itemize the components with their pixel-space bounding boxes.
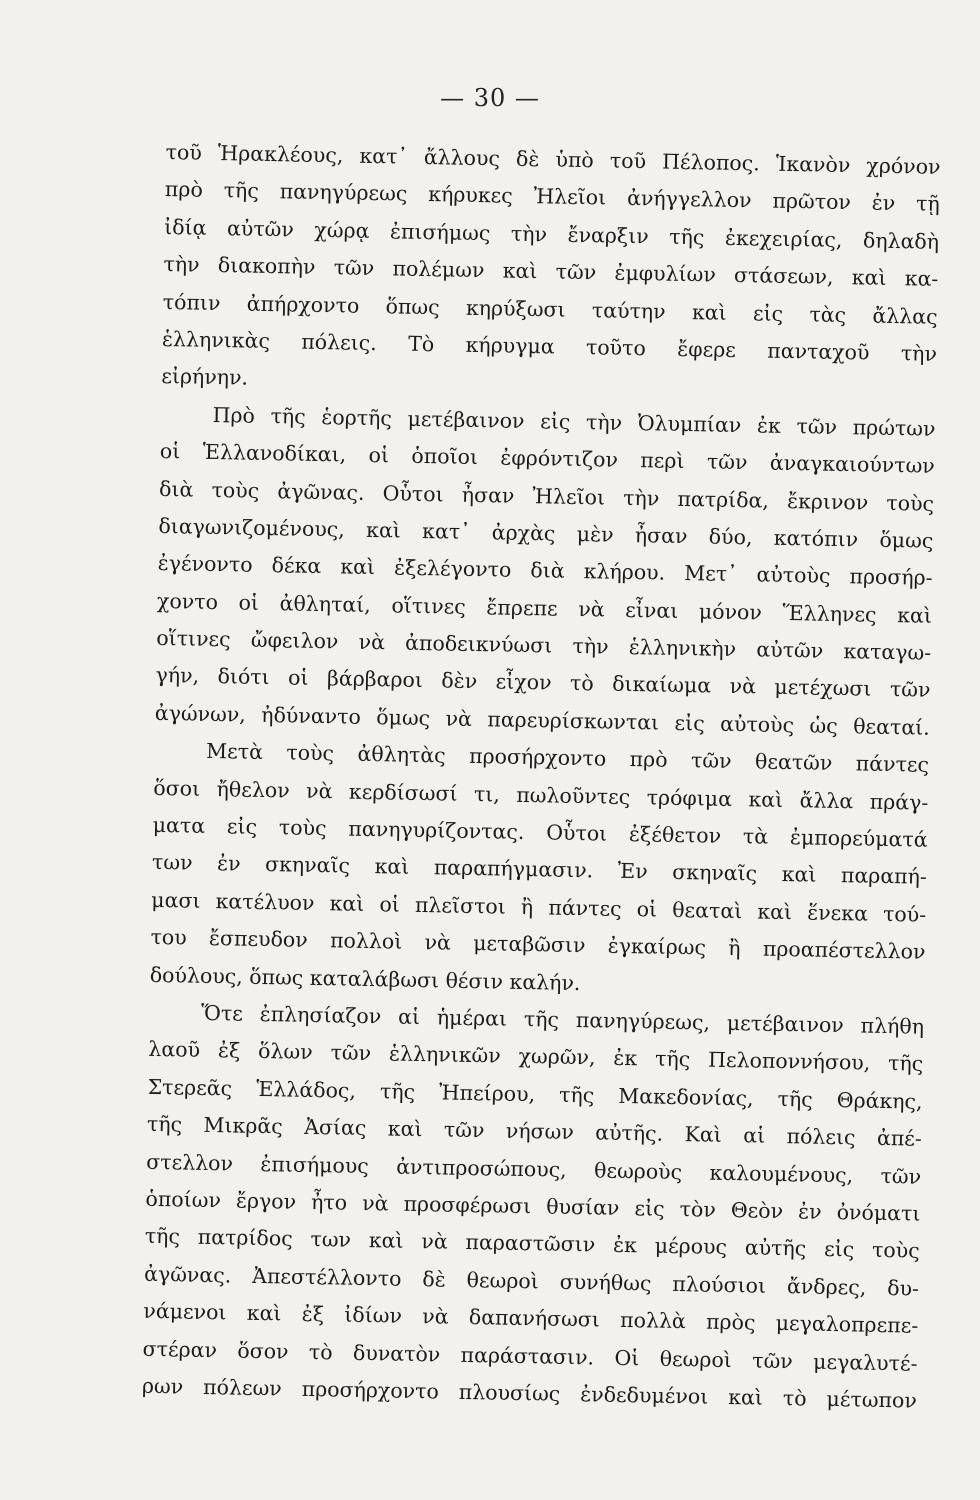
text-line: του ἔσπευδον πολλοὶ νὰ μεταβῶσιν ἐγκαίρως ἢ προαπέστελλον: [150, 925, 926, 964]
text-line: διὰ τοὺς ἀγῶνας. Οὗτοι ἦσαν Ἠλεῖοι τὴν πατρίδα, ἔκρινον τοὺς: [158, 476, 935, 516]
text-line: δούλους, ὅπως καταλάβωσι θέσιν καλήν.: [149, 962, 581, 995]
text-line: τῆς Μικρᾶς Ἀσίας καὶ τῶν νήσων αὐτῆς. Καὶ αἱ πόλεις ἀπέ-: [146, 1111, 923, 1151]
text-line: ὅσοι ἤθελον νὰ κερδίσωσί τι, πωλοῦντες τρόφιμα καὶ ἄλλα πράγ-: [153, 775, 929, 815]
text-line: τοῦ Ἡρακλέους, κατ᾽ ἄλλους δὲ ὑπὸ τοῦ Πέλοπος. Ἱκανὸν χρόνον: [165, 139, 941, 179]
text-line: τόπιν ἀπήρχοντο ὅπως κηρύξωσι ταύτην καὶ εἰς τὰς ἄλλας: [162, 289, 938, 329]
text-line: μασι κατέλυον καὶ οἱ πλεῖστοι ἢ πάντες οἱ θεαταὶ καὶ ἕνεκα τού-: [151, 887, 927, 927]
text-line: στέραν ὅσον τὸ δυνατὸν παράστασιν. Οἱ θεωροὶ τῶν μεγαλυτέ-: [142, 1336, 918, 1376]
text-line: ματα εἰς τοὺς πανηγυρίζοντας. Οὗτοι ἐξέθετον τὰ ἐμπορεύματά: [152, 812, 928, 852]
body-text: [142, 134, 941, 1420]
text-line: πρὸ τῆς πανηγύρεως κήρυκες Ἠλεῖοι ἀνήγγελλον πρῶτον ἐν τῇ: [164, 177, 941, 217]
paragraph-start-line: Ὅτε ἐπλησίαζον αἱ ἡμέραι τῆς πανηγύρεως, μετέβαινον πλήθη: [200, 1000, 925, 1039]
text-line: ἑλληνικὰς πόλεις. Τὸ κήρυγμα τοῦτο ἔφερε πανταχοῦ τὴν: [161, 326, 938, 366]
text-line: τῆς πατρίδος των καὶ νὰ παραστῶσιν ἐκ μέρους αὐτῆς εἰς τοὺς: [144, 1224, 920, 1264]
text-line: στελλον ἐπισήμους ἀντιπροσώπους, θεωροὺς καλουμένους, τῶν: [146, 1149, 922, 1189]
text-line: χοντο οἱ ἀθληταί, οἵτινες ἔπρεπε νὰ εἶναι μόνον Ἕλληνες καὶ: [156, 588, 933, 628]
paragraph-start-line: Μετὰ τοὺς ἀθλητὰς προσήρχοντο πρὸ τῶν θεατῶν πάντες: [205, 739, 930, 778]
text-line: λαοῦ ἐξ ὅλων τῶν ἑλληνικῶν χωρῶν, ἐκ τῆς Πελοποννήσου, τῆς: [148, 1037, 924, 1077]
text-line: τὴν διακοπὴν τῶν πολέμων καὶ τῶν ἐμφυλίων στάσεων, καὶ κα-: [163, 252, 939, 292]
text-line: νάμενοι καὶ ἐξ ἰδίων νὰ δαπανήσωσι πολλὰ πρὸς μεγαλοπρεπε-: [143, 1298, 919, 1338]
page-number: — 30 —: [440, 84, 540, 112]
text-line: ἀγῶνας. Ἀπεστέλλοντο δὲ θεωροὶ συνήθως πλούσιοι ἄνδρες, δυ-: [143, 1261, 920, 1301]
text-line: Στερεᾶς Ἑλλάδος, τῆς Ἠπείρου, τῆς Μακεδονίας, τῆς Θράκης,: [147, 1074, 923, 1114]
text-line: ἐγένοντο δέκα καὶ ἐξελέγοντο διὰ κλήρου. Μετ᾽ αὐτοὺς προσήρ-: [157, 551, 933, 591]
text-line: ἰδίᾳ αὐτῶν χώρᾳ ἐπισήμως τὴν ἔναρξιν τῆς ἐκεχειρίας, δηλαδὴ: [163, 214, 940, 254]
text-line: οἵτινες ὤφειλον νὰ ἀποδεικνύωσι τὴν ἑλληνικὴν αὐτῶν καταγω-: [156, 625, 932, 665]
text-line: ἀγώνων, ἠδύναντο ὅμως νὰ παρευρίσκωνται εἰς αὐτοὺς ὡς θεαταί.: [154, 700, 930, 740]
text-line: των ἐν σκηναῖς καὶ παραπήγμασιν. Ἐν σκηναῖς καὶ παραπή-: [151, 850, 928, 890]
text-line: διαγωνιζομένους, καὶ κατ᾽ ἀρχὰς μὲν ἦσαν δύο, κατόπιν ὅμως: [158, 513, 934, 553]
text-line: οἱ Ἑλλανοδίκαι, οἱ ὁποῖοι ἐφρόντιζον περὶ τῶν ἀναγκαιούντων: [159, 439, 935, 478]
paragraph-start-line: Πρὸ τῆς ἑορτῆς μετέβαινον εἰς τὴν Ὀλυμπίαν ἐκ τῶν πρώτων: [212, 402, 936, 441]
text-line: ὁποίων ἔργον ἦτο νὰ προσφέρωσι θυσίαν εἰς τὸν Θεὸν ἐν ὀνόματι: [145, 1186, 921, 1226]
text-line: εἰρήνην.: [161, 364, 249, 390]
text-line: γήν, διότι οἱ βάρβαροι δὲν εἶχον τὸ δικαίωμα νὰ μετέχωσι τῶν: [155, 663, 931, 703]
text-line: ρων πόλεων προσήρχοντο πλουσίως ἐνδεδυμένοι καὶ τὸ μέτωπον: [141, 1373, 918, 1413]
